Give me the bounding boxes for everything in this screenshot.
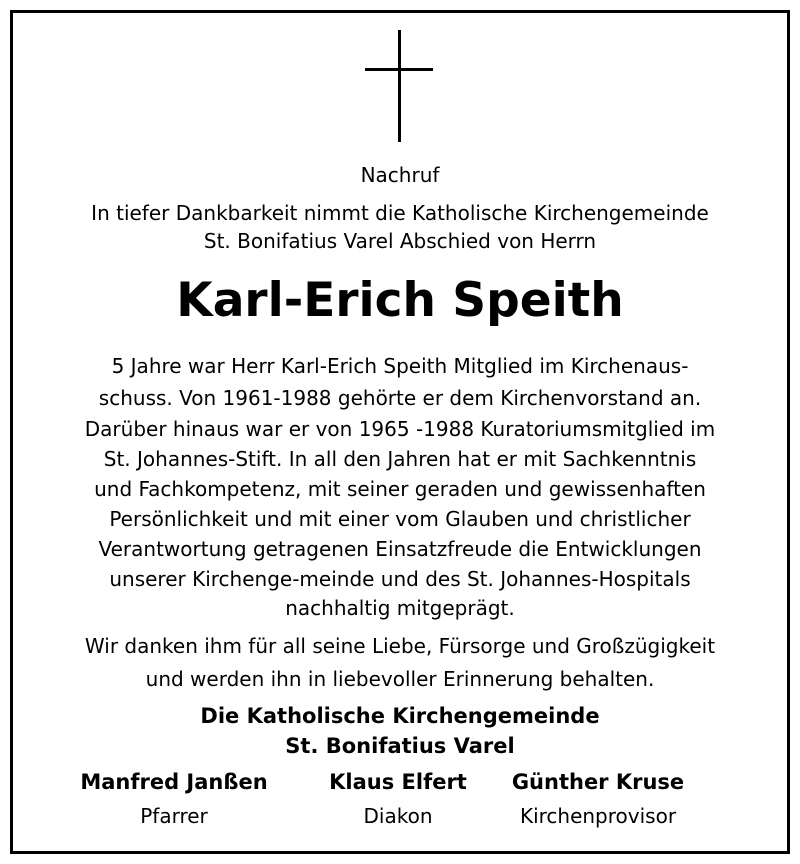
body-line-4: St. Johannes-Stift. In all den Jahren hat er mit Sachkenntnis [103, 447, 697, 471]
signatory-name: Klaus Elfert [329, 770, 467, 794]
cross-horizontal-bar [365, 68, 433, 71]
heading-nachruf: Nachruf [360, 163, 440, 187]
signatory-role: Pfarrer [140, 804, 208, 828]
body-line-9: nachhaltig mitgeprägt. [285, 596, 515, 620]
cross-vertical-bar [398, 30, 401, 142]
body-line-8: unserer Kirchenge-meinde und des St. Johannes-Hospitals [109, 567, 691, 591]
thanks-line-2: und werden ihn in liebevoller Erinnerung behalten. [145, 667, 655, 691]
intro-line-2: St. Bonifatius Varel Abschied von Herrn [203, 229, 597, 253]
signatory-name: Manfred Janßen [80, 770, 268, 794]
body-line-7: Verantwortung getragenen Einsatzfreude die Entwicklungen [98, 537, 702, 561]
thanks-line-1: Wir danken ihm für all seine Liebe, Fürsorge und Großzügigkeit [84, 634, 716, 658]
parish-line-1: Die Katholische Kirchengemeinde [200, 704, 600, 728]
body-line-2: schuss. Von 1961-1988 gehörte er dem Kirchenvorstand an. [98, 386, 702, 410]
deceased-name: Karl-Erich Speith [176, 273, 624, 328]
body-line-6: Persönlichkeit und mit einer vom Glauben und christlicher [109, 507, 691, 531]
body-line-3: Darüber hinaus war er von 1965 -1988 Kuratoriumsmitglied im [84, 417, 716, 441]
signatory-3 [486, 767, 710, 831]
signatory-name: Günther Kruse [511, 770, 685, 794]
signatory-1 [54, 767, 294, 831]
body-line-1: 5 Jahre war Herr Karl-Erich Speith Mitglied im Kirchenaus- [111, 354, 689, 378]
signatory-role: Kirchenprovisor [519, 804, 677, 828]
parish-line-2: St. Bonifatius Varel [285, 734, 515, 758]
intro-line-1: In tiefer Dankbarkeit nimmt die Katholische Kirchengemeinde [91, 201, 709, 225]
body-line-5: und Fachkompetenz, mit seiner geraden und gewissenhaften [94, 477, 706, 501]
signatory-role: Diakon [363, 804, 433, 828]
signatory-2 [298, 767, 498, 831]
cross-icon [365, 30, 433, 142]
